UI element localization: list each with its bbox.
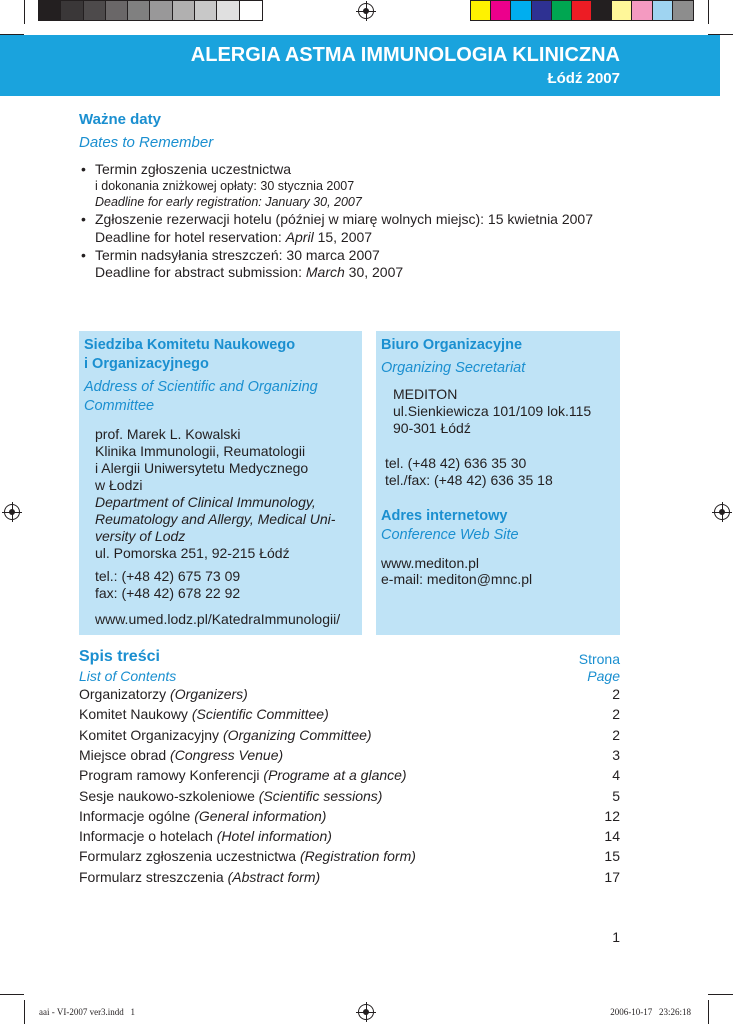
toc-row[interactable] — [79, 808, 620, 828]
dates-item-2-text: Deadline for hotel reservation: — [95, 229, 286, 245]
slug-filename: aai - VI-2007 ver3.indd 1 — [39, 1007, 136, 1017]
dates-item-2-day: 15, 2007 — [313, 229, 373, 245]
bullet: • — [81, 161, 86, 177]
process-color-bar — [470, 0, 694, 21]
committee-heading-en-2: Committee — [84, 398, 155, 414]
toc-entry-page: 15 — [604, 848, 620, 865]
toc-entry-title — [79, 767, 407, 787]
journal-title: ALERGIA ASTMA IMMUNOLOGIA KLINICZNA — [190, 44, 620, 66]
toc-entry-title — [79, 706, 329, 726]
secretariat-line: ul.Sienkiewicza 101/109 lok.115 — [393, 403, 592, 419]
toc-entry-en: (Congress Venue) — [170, 746, 284, 763]
dates-item-2-month: April — [285, 229, 314, 245]
registration-mark-right — [714, 504, 730, 520]
toc-entry-page: 3 — [612, 746, 620, 763]
toc-entry-pl: Komitet Organizacyjny — [79, 726, 223, 743]
dates-item-3-text: Deadline for abstract submission: — [95, 264, 306, 280]
toc-row[interactable] — [79, 869, 620, 889]
committee-line: w Łodzi — [95, 477, 143, 493]
bullet: • — [81, 211, 86, 227]
toc-entry-pl: Program ramowy Konferencji — [79, 767, 264, 784]
conference-website-link[interactable]: www.mediton.pl — [381, 555, 480, 571]
website-heading-pl: Adres internetowy — [381, 508, 508, 524]
color-swatch — [673, 1, 693, 20]
toc-entry-page: 12 — [604, 807, 620, 824]
crop-mark — [0, 994, 24, 995]
gray-swatch — [195, 1, 217, 20]
toc-entry-en: (Scientific sessions) — [258, 787, 383, 804]
crop-mark — [708, 1000, 709, 1024]
toc-entry-pl: Formularz streszczenia — [79, 868, 228, 885]
dates-item-2-line-2 — [95, 229, 372, 246]
committee-line: Klinika Immunologii, Reumatologii — [95, 443, 306, 459]
committee-address: ul. Pomorska 251, 92-215 Łódź — [95, 545, 290, 561]
slug-timestamp: 2006-10-17 23:26:18 — [610, 1007, 691, 1017]
secretariat-line: 90-301 Łódź — [393, 420, 471, 436]
gray-color-bar — [38, 0, 263, 21]
toc-entry-pl: Sesje naukowo-szkoleniowe — [79, 787, 259, 804]
toc-entry-page: 14 — [604, 828, 620, 845]
color-swatch — [653, 1, 673, 20]
toc-entry-title — [79, 828, 332, 848]
gray-swatch — [61, 1, 83, 20]
toc-entry-en: (Abstract form) — [227, 868, 321, 885]
secretariat-heading-pl: Biuro Organizacyjne — [381, 337, 523, 353]
toc-entry-pl: Organizatorzy — [79, 686, 171, 702]
page-number: 1 — [612, 929, 620, 945]
toc-page-label-pl: Strona — [578, 651, 620, 667]
toc-row[interactable] — [79, 848, 620, 868]
toc-entry-page: 2 — [612, 686, 620, 702]
toc-entry-en: (Registration form) — [299, 848, 416, 865]
toc-entry-pl: Formularz zgłoszenia uczestnictwa — [79, 848, 300, 865]
crop-mark — [24, 1000, 25, 1024]
toc-entry-page: 5 — [612, 787, 620, 804]
secretariat-heading-en: Organizing Secretariat — [381, 360, 526, 376]
committee-line: prof. Marek L. Kowalski — [95, 426, 241, 442]
gray-swatch — [106, 1, 128, 20]
toc-row[interactable] — [79, 828, 620, 848]
committee-line-en: Reumatology and Allergy, Medical Uni- — [95, 511, 336, 527]
color-swatch — [612, 1, 632, 20]
color-swatch — [511, 1, 531, 20]
color-swatch — [491, 1, 511, 20]
toc-entry-title — [79, 747, 283, 767]
toc-row[interactable] — [79, 788, 620, 808]
crop-mark — [708, 994, 733, 995]
gray-swatch — [217, 1, 239, 20]
color-swatch — [592, 1, 612, 20]
toc-row[interactable] — [79, 706, 620, 726]
dates-item-3-line-1: Termin nadsyłania streszczeń: 30 marca 2007 — [95, 247, 380, 263]
toc-row[interactable] — [79, 747, 620, 767]
committee-line-en: versity of Lodz — [95, 528, 186, 544]
toc-heading-en: List of Contents — [79, 668, 177, 684]
toc-entry-title — [79, 727, 372, 747]
dates-item-3-day: 30, 2007 — [344, 264, 404, 280]
bullet: • — [81, 247, 86, 263]
toc-entry-title — [79, 686, 248, 706]
crop-mark — [708, 0, 709, 24]
gray-swatch — [128, 1, 150, 20]
toc-entry-title — [79, 869, 320, 889]
toc-entry-title — [79, 808, 326, 828]
color-swatch — [532, 1, 552, 20]
toc-entry-en: (Organizing Committee) — [222, 726, 372, 743]
crop-mark — [24, 0, 25, 24]
color-swatch — [632, 1, 652, 20]
secretariat-line: MEDITON — [393, 386, 458, 402]
color-swatch — [572, 1, 592, 20]
dates-item-3-month: March — [305, 264, 345, 280]
committee-line: i Alergii Uniwersytetu Medycznego — [95, 460, 309, 476]
toc-entry-title — [79, 788, 382, 808]
committee-heading-pl-1: Siedziba Komitetu Naukowego — [84, 337, 296, 353]
toc-entry-page: 4 — [612, 767, 620, 784]
toc-entry-page: 2 — [612, 726, 620, 743]
dates-item-3-line-2 — [95, 264, 403, 281]
website-heading-en: Conference Web Site — [381, 527, 519, 543]
dates-item-1-line-2: i dokonania zniżkowej opłaty: 30 stycznia 2007 — [95, 179, 355, 193]
committee-website-link[interactable]: www.umed.lodz.pl/KatedraImmunologii/ — [95, 611, 341, 627]
toc-heading-pl: Spis treści — [79, 648, 160, 665]
toc-entry-en: (Organizers) — [170, 686, 248, 702]
color-swatch — [471, 1, 491, 20]
toc-entry-pl: Informacje o hotelach — [79, 828, 217, 845]
gray-swatch — [150, 1, 172, 20]
registration-mark-top — [358, 3, 374, 19]
dates-heading-pl: Ważne daty — [79, 111, 161, 128]
secretariat-telfax: tel./fax: (+48 42) 636 35 18 — [385, 472, 553, 488]
toc-entry-en: (Programe at a glance) — [263, 767, 407, 784]
dates-item-2-line-1: Zgłoszenie rezerwacji hotelu (później w miarę wolnych miejsc): 15 kwietnia 2007 — [95, 211, 593, 227]
secretariat-tel: tel. (+48 42) 636 35 30 — [385, 455, 527, 471]
toc-entry-pl: Informacje ogólne — [79, 807, 195, 824]
toc-entry-en: (Scientific Committee) — [191, 706, 329, 723]
gray-swatch — [240, 1, 262, 20]
dates-item-1-line-1: Termin zgłoszenia uczestnictwa — [95, 161, 292, 177]
toc-entry-page: 17 — [604, 868, 620, 885]
gray-swatch — [39, 1, 61, 20]
toc-entry-title — [79, 848, 416, 868]
registration-mark-bottom — [358, 1004, 374, 1020]
toc-entry-pl: Komitet Naukowy — [79, 706, 192, 723]
registration-mark-left — [4, 504, 20, 520]
toc-entry-en: (General information) — [194, 807, 327, 824]
toc-entry-en: (Hotel information) — [216, 828, 332, 845]
committee-line-en: Department of Clinical Immunology, — [95, 494, 316, 510]
toc-row[interactable] — [79, 727, 620, 747]
committee-fax: fax: (+48 42) 678 22 92 — [95, 585, 241, 601]
committee-heading-pl-2: i Organizacyjnego — [84, 356, 209, 372]
gray-swatch — [173, 1, 195, 20]
committee-heading-en-1: Address of Scientific and Organizing — [84, 379, 318, 395]
toc-entry-pl: Miejsce obrad — [79, 746, 171, 763]
header-band — [0, 35, 720, 96]
committee-tel: tel.: (+48 42) 675 73 09 — [95, 568, 241, 584]
dates-item-1-line-3: Deadline for early registration: January 30, 2007 — [95, 195, 362, 209]
toc-row[interactable] — [79, 767, 620, 787]
gray-swatch — [84, 1, 106, 20]
toc-row[interactable] — [79, 686, 620, 706]
color-swatch — [552, 1, 572, 20]
journal-subtitle: Łódź 2007 — [547, 70, 620, 87]
toc-entry-page: 2 — [612, 706, 620, 723]
dates-heading-en: Dates to Remember — [79, 134, 214, 151]
toc-page-label-en: Page — [587, 668, 620, 684]
contact-email-link[interactable]: e-mail: mediton@mnc.pl — [381, 571, 533, 587]
committee-box — [79, 331, 362, 635]
secretariat-box — [376, 331, 620, 635]
